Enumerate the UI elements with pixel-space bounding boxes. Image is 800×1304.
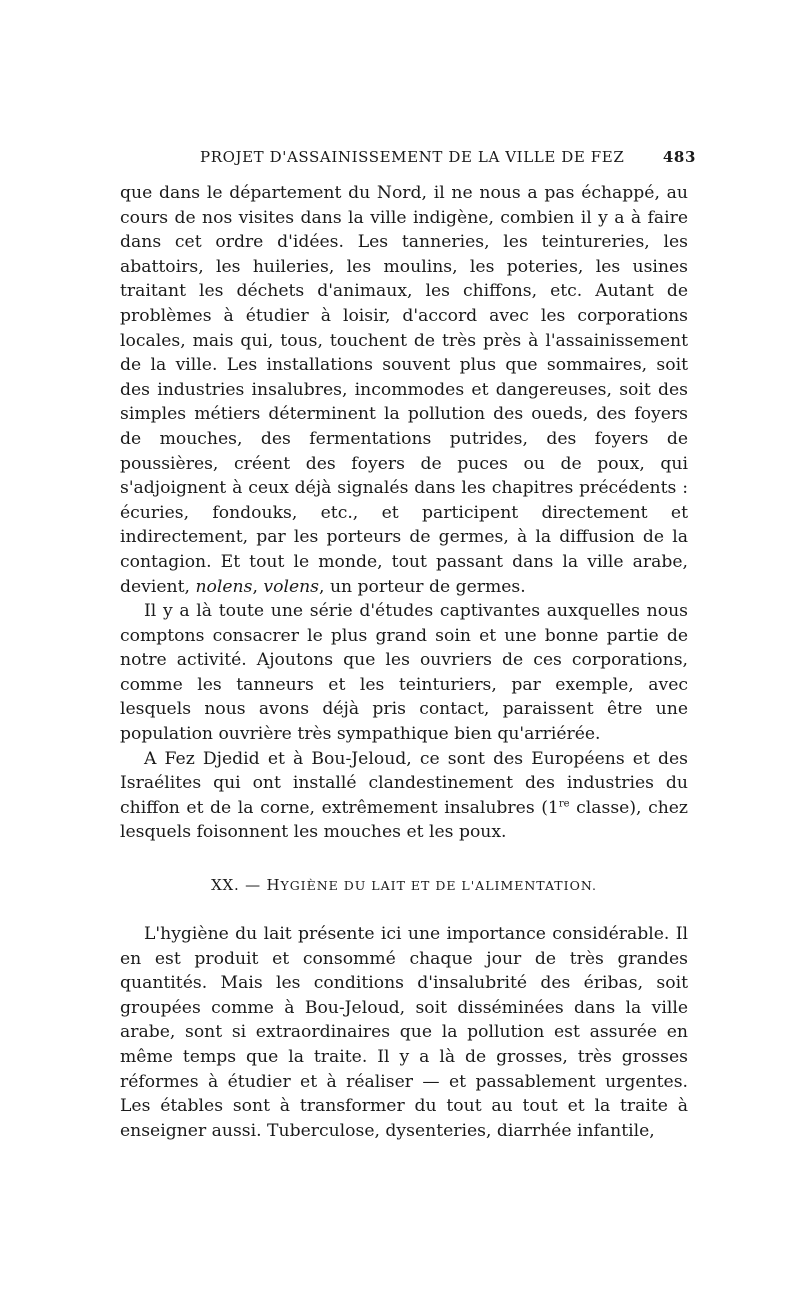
paragraph-text: classe), chez lesquels foisonnent les mouches et les poux.	[120, 797, 688, 843]
section-heading	[120, 876, 688, 894]
paragraph-industries	[120, 181, 688, 599]
paragraph-tail: , un porteur de germes.	[319, 576, 526, 597]
paragraph-text: A Fez Djedid et à Bou-Jeloud, ce sont des Européens et des Israélites qui ont installé clandestinement des industries du chiffon et de la corne, extrêmement insalubres (1	[120, 748, 688, 818]
paragraph-studies: Il y a là toute une série d'études captivantes auxquelles nous comptons consacrer le plus grand soin et une bonne partie de notre activité. Ajoutons que les ouvriers de ces corporations, comme les tanneurs et les teinturiers, par exemple, avec lesquels nous avons déjà pris contact, paraissent être une population ouvrière très sympathique bien qu'arriérée.	[120, 601, 688, 745]
italic-volens: volens	[263, 576, 320, 597]
section-title-initial: H	[266, 876, 281, 894]
page-header	[124, 145, 696, 169]
italic-nolens: nolens	[195, 576, 253, 597]
page-number: 483	[662, 148, 696, 166]
paragraph-milk-hygiene: L'hygiène du lait présente ici une importance considérable. Il en est produit et consommé chaque jour de très grandes quantités. Mais les conditions d'insalubrité des éribas, soit groupées comme à Bou-Jeloud, soit disséminées dans la ville arabe, sont si extraordinaires que la pollution est assurée en même temps que la traite. Il y a là de grosses, très grosses réformes à étudier et à réaliser — et passablement urgentes. Les étables sont à transformer du tout au tout et la traite à enseigner aussi. Tuberculose, dysenteries, diarrhée infantile,	[120, 924, 688, 1141]
body-text-top	[120, 181, 688, 845]
paragraph-fez-djedid	[120, 747, 688, 845]
running-title: PROJET D'ASSAINISSEMENT DE LA VILLE DE FEZ	[200, 148, 625, 166]
body-text-bottom	[120, 922, 688, 1143]
superscript: re	[558, 798, 570, 810]
paragraph-text: que dans le département du Nord, il ne nous a pas échappé, au cours de nos visites dans la ville indigène, combien il y a à faire dans cet ordre d'idées. Les tanneries, les teintureries, les abattoirs, les huileries, les moulins, les poteries, les usines traitant les déchets d'animaux, les chiffons, etc. Autant de problèmes à étudier à loisir, d'accord avec les corporations locales, mais qui, tous, touchent de très près à l'assainissement de la ville. Les installations souvent plus que sommaires, soit des industries insalubres, incommodes et dangereuses, soit des simples métiers déterminent la pollution des oueds, des foyers de mouches, des fermentations putrides, des foyers de poussières, créent des foyers de puces ou de poux, qui s'adjoignent à ceux déjà signalés dans les chapitres précédents : écuries, fondouks, etc., et participent directement et indirectement, par les porteurs de germes, à la diffusion de la contagion. Et tout le monde, tout passant dans la ville arabe, devient,	[120, 183, 688, 597]
section-title: YGIÈNE DU LAIT ET DE L'ALIMENTATION.	[280, 878, 597, 893]
comma: ,	[252, 576, 264, 597]
section-number: XX. —	[211, 876, 261, 894]
